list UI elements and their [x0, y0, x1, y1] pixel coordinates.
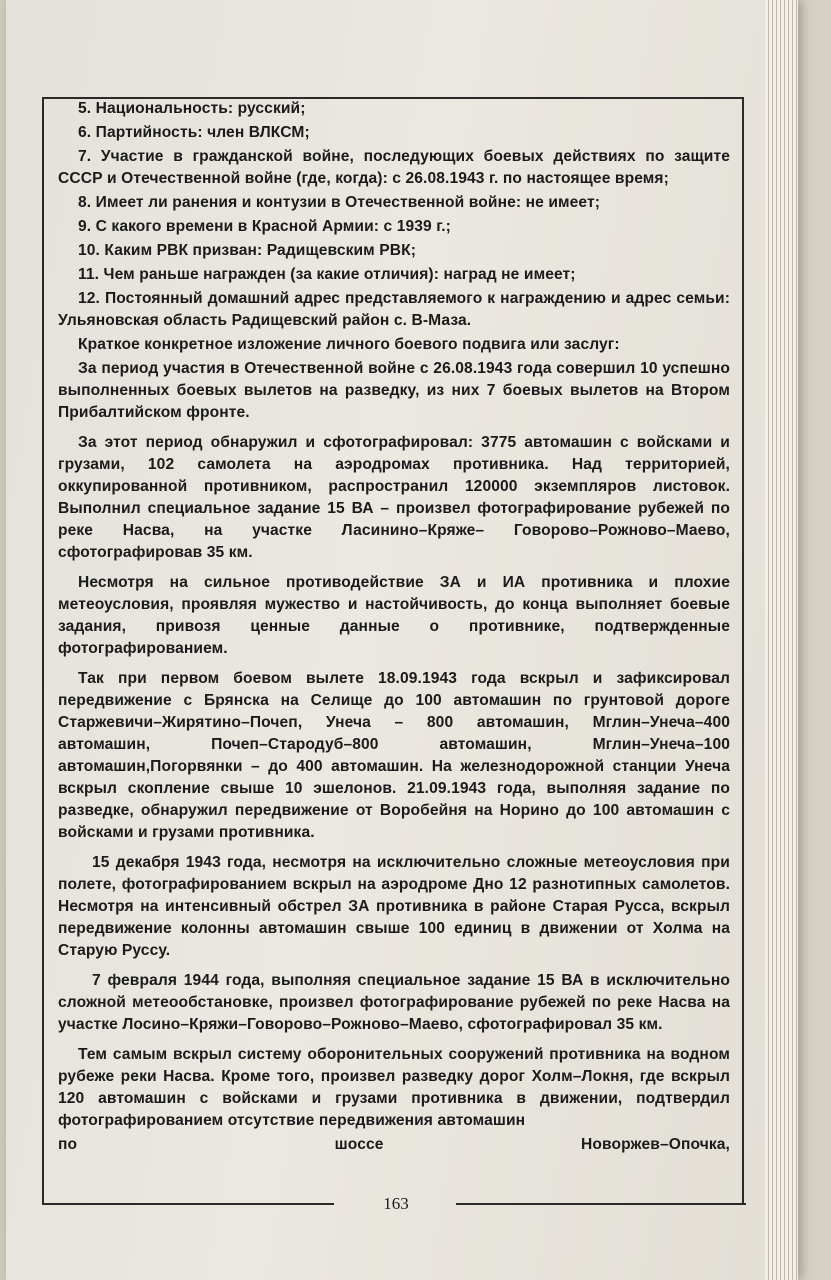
list-item-9: 9. С какого времени в Красной Армии: с 1939 г.; — [78, 218, 451, 235]
main-text — [58, 98, 730, 1156]
last-line — [58, 1134, 730, 1156]
list-item-11: 11. Чем раньше награжден (за какие отличия): наград не имеет; — [78, 266, 576, 283]
paragraph-7: Тем самым вскрыл систему оборонительных сооружений противника на водном рубеже реки Насва. Кроме того, произвел разведку дорог Холм–Локня, где вскрыл 120 автомашин с войсками и грузами противника в движении, подтвердил фотографированием отсутствие передвижения автомашин — [58, 1046, 730, 1129]
last-line-word-1: по — [58, 1136, 78, 1153]
list-item-10: 10. Каким РВК призван: Радищевским РВК; — [78, 242, 417, 259]
last-line-word-2: шоссе — [334, 1136, 384, 1153]
list-item-8: 8. Имеет ли ранения и контузии в Отечественной войне: не имеет; — [78, 194, 601, 211]
page-number: 163 — [383, 1194, 409, 1213]
paragraph-4: Так при первом боевом вылете 18.09.1943 года вскрыл и зафиксировал передвижение с Брянска на Селище до 100 автомашин по грунтовой дороге Старжевичи–Жирятино–Почеп, Унеча – 800 автомашин, Мглин–Унеча–400 автомашин, Почеп–Стародуб–800 автомашин, Мглин–Унеча–100 автомашин,Погорвянки – до 400 автомашин. На железнодорожной станции Унеча вскрыл скопление свыше 10 эшелонов. 21.09.1943 года, выполняя задание по разведке, обнаружил передвижение от Воробейня на Норино до 100 автомашин с войсками и грузами противника. — [58, 670, 730, 841]
frame-bottom-rule-right — [456, 1203, 746, 1205]
last-line-word-3: Новоржев–Опочка, — [581, 1136, 730, 1153]
page-edges — [765, 0, 798, 1280]
paragraph-2: За этот период обнаружил и сфотографировал: 3775 автомашин с войсками и грузами, 102 самолета на аэродромах противника. Над территорией, оккупированной противником, распространил 120000 экземпляров листовок. Выполнил специальное задание 15 ВА – произвел фотографирование рубежей по реке Насва, на участке Ласинино–Кряже– Говорово–Рожново–Маево, сфотографировав 35 км. — [58, 434, 730, 561]
list-item-6: 6. Партийность: член ВЛКСМ; — [78, 124, 310, 141]
list-item-7: 7. Участие в гражданской войне, последующих боевых действиях по защите СССР и Отечественной войне (где, когда): с 26.08.1943 г. по настоящее время; — [58, 148, 730, 187]
paragraph-3: Несмотря на сильное противодействие ЗА и ИА противника и плохие метеоусловия, проявляя мужество и настойчивость, до конца выполняет боевые задания, привозя ценные данные о противнике, подтвержденные фотографированием. — [58, 574, 730, 657]
list-item-12: 12. Постоянный домашний адрес представляемого к награждению и адрес семьи: Ульяновская область Радищевский район с. В-Маза. — [58, 290, 730, 329]
frame-bottom-rule-left — [42, 1203, 334, 1205]
paragraph-5: 15 декабря 1943 года, несмотря на исключительно сложные метеоусловия при полете, фотографированием вскрыл на аэродроме Дно 12 разнотипных самолетов. Несмотря на интенсивный обстрел ЗА противника в районе Старая Русса, вскрыл передвижение колонны автомашин свыше 100 единиц в движении от Холма на Старую Руссу. — [58, 854, 730, 959]
paragraph-1: За период участия в Отечественной войне с 26.08.1943 года совершил 10 успешно выполненных боевых вылетов на разведку, из них 7 боевых вылетов на Втором Прибалтийском фронте. — [58, 360, 730, 421]
paragraph-6: 7 февраля 1944 года, выполняя специальное задание 15 ВА в исключительно сложной метеообстановке, произвел фотографирование рубежей по реке Насва на участке Лосино–Кряжи–Говорово–Рожново–Маево, сфотографировал 35 км. — [58, 972, 730, 1033]
list-item-5: 5. Национальность: русский; — [78, 100, 306, 117]
book-page — [6, 0, 798, 1280]
section-heading: Краткое конкретное изложение личного боевого подвига или заслуг: — [78, 336, 620, 353]
